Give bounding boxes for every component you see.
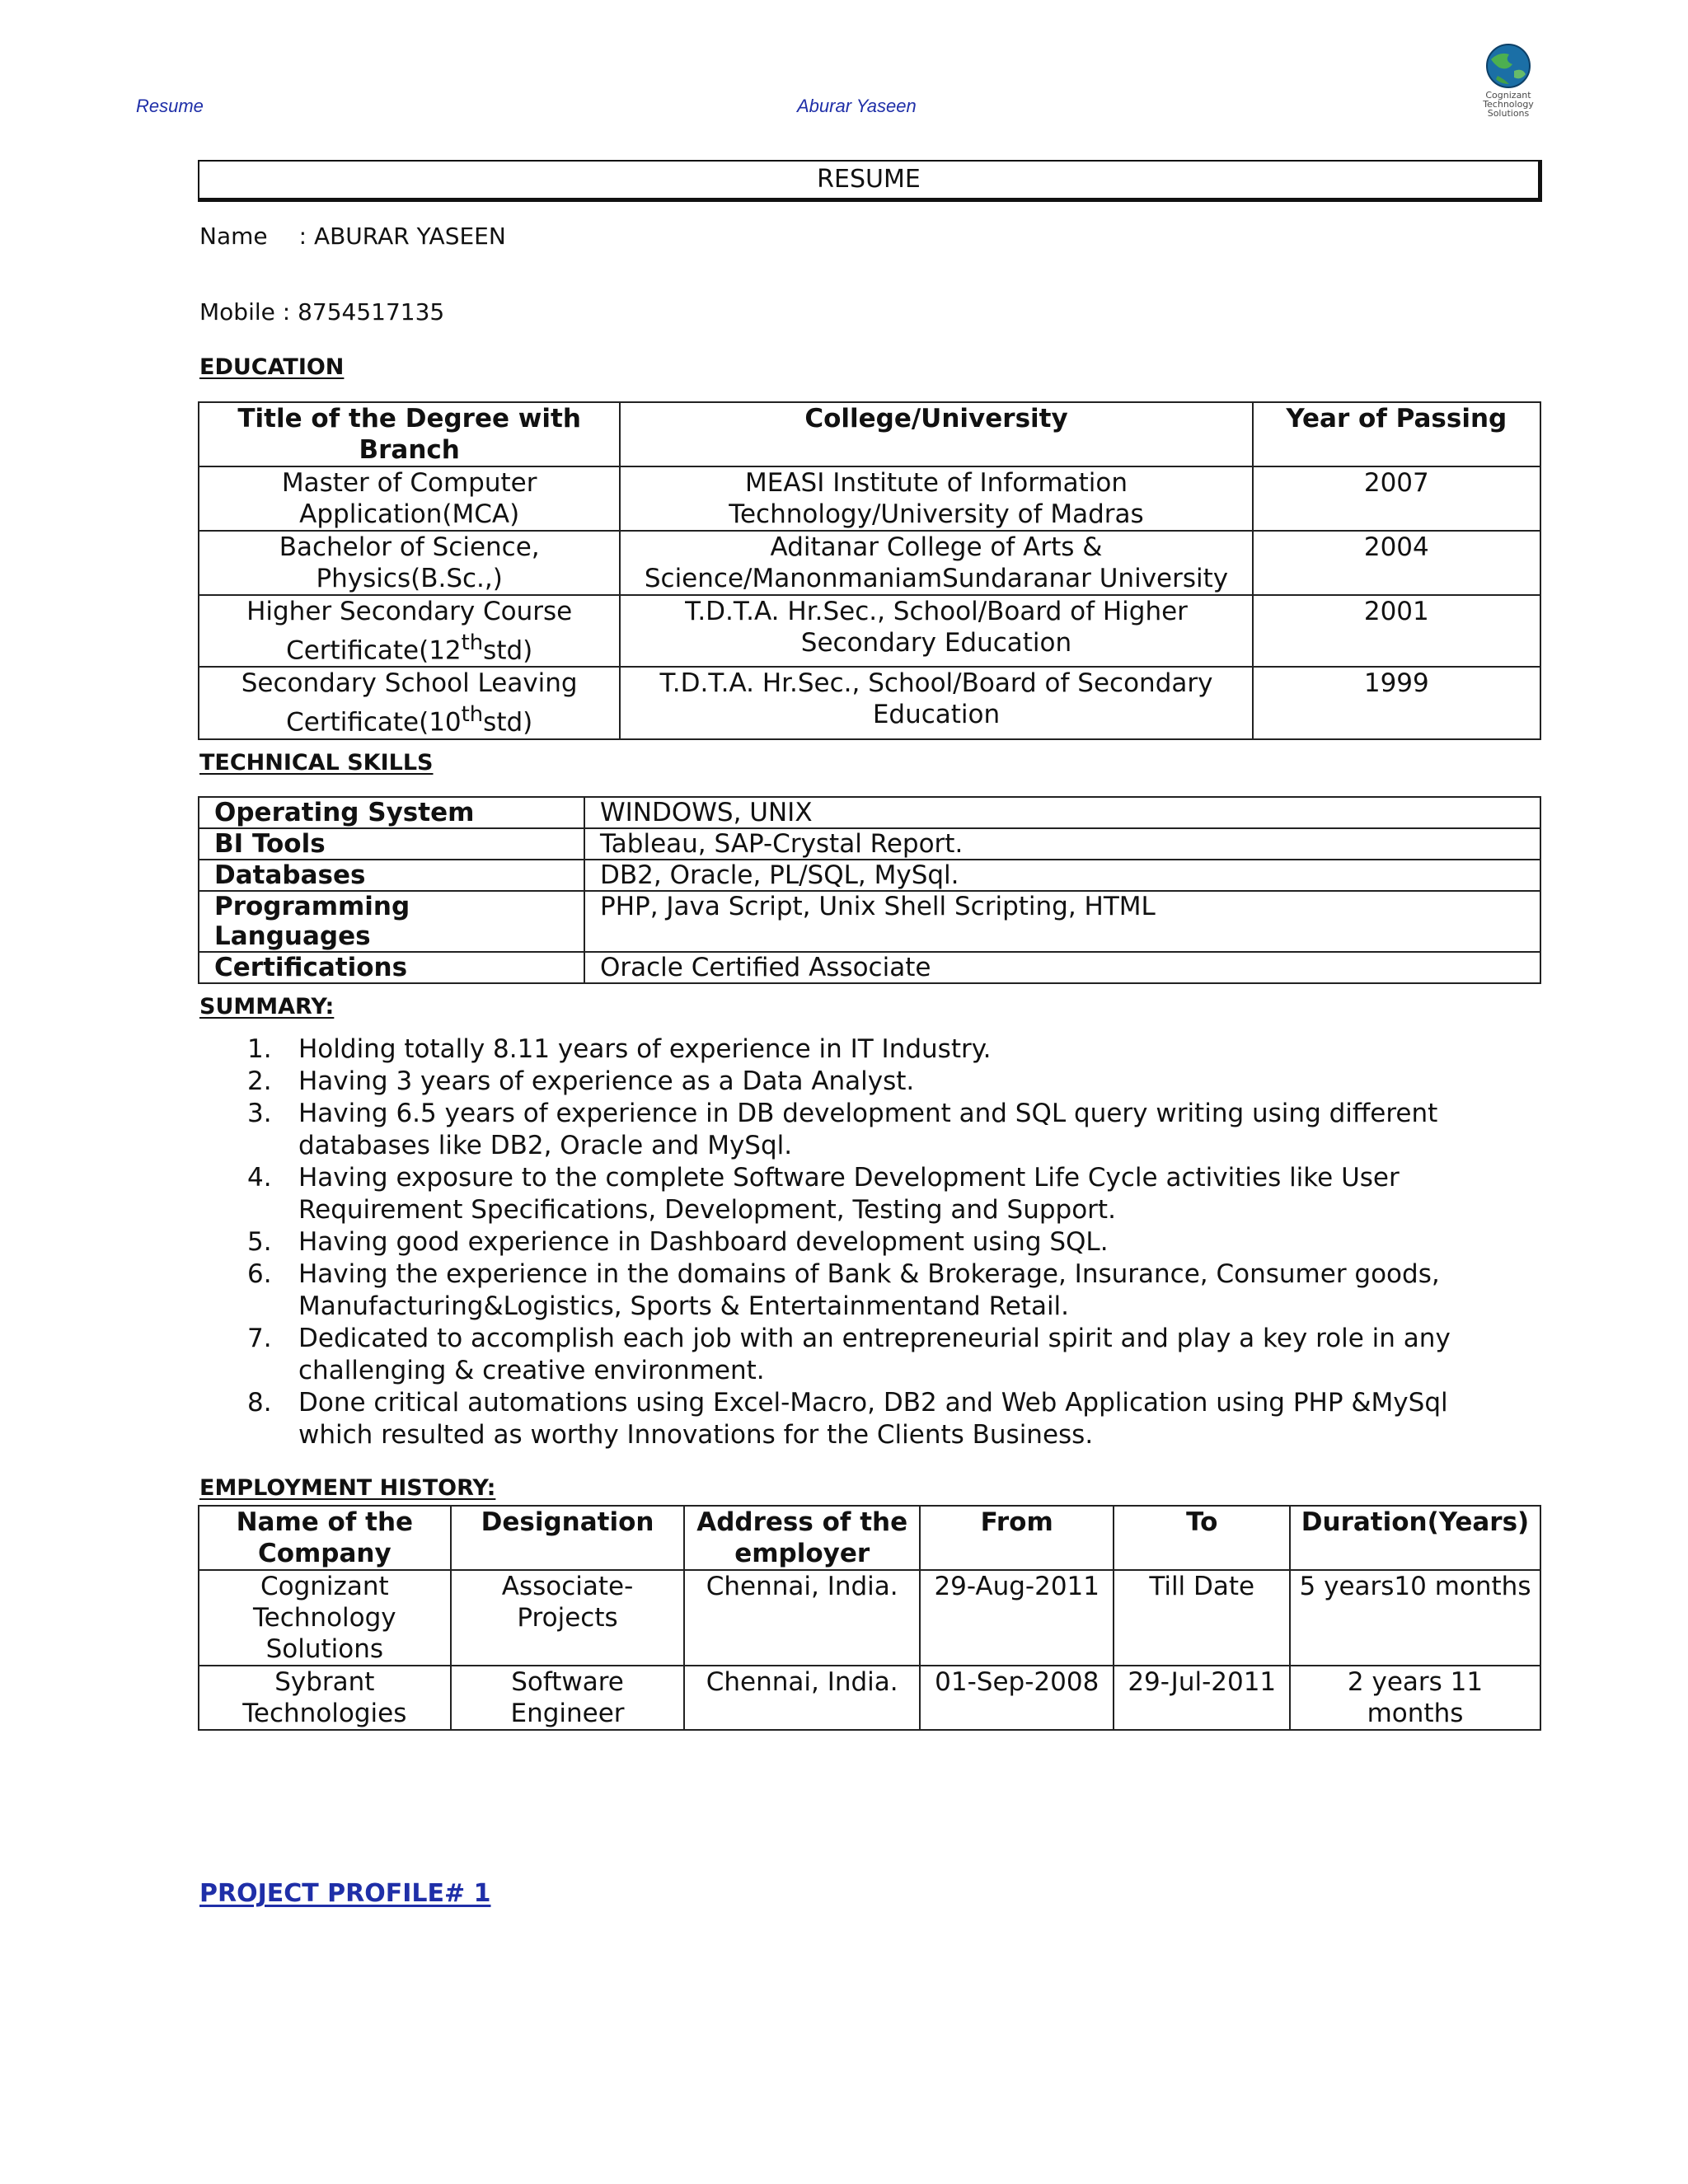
name-label: Name bbox=[199, 223, 268, 250]
list-item bbox=[199, 1226, 1502, 1258]
skill-key: BI Tools bbox=[199, 828, 584, 860]
list-text: Having 3 years of experience as a Data Analyst. bbox=[298, 1066, 915, 1096]
skill-value: WINDOWS, UNIX bbox=[584, 797, 1540, 828]
table-header-cell: Designation bbox=[451, 1506, 685, 1570]
table-header-cell: Year of Passing bbox=[1253, 402, 1540, 466]
mobile-value: 8754517135 bbox=[298, 298, 445, 326]
table-header-cell: Title of the Degree with Branch bbox=[199, 402, 620, 466]
to-cell: 29-Jul-2011 bbox=[1114, 1666, 1290, 1730]
list-item bbox=[199, 1066, 1502, 1098]
list-text: Done critical automations using Excel-Macro, DB2 and Web Application using PHP &MySql which resulted as worthy Innovations for the Clients Business. bbox=[298, 1388, 1448, 1450]
mobile-line bbox=[199, 298, 444, 326]
skill-key: Certifications bbox=[199, 952, 584, 983]
table-header-row bbox=[199, 402, 1540, 466]
education-table bbox=[198, 401, 1541, 740]
list-number: 7. bbox=[247, 1324, 272, 1353]
summary-heading: SUMMARY: bbox=[199, 994, 335, 1019]
skill-value: Tableau, SAP-Crystal Report. bbox=[584, 828, 1540, 860]
company-cell: Sybrant Technologies bbox=[199, 1666, 451, 1730]
table-row bbox=[199, 1570, 1540, 1666]
list-text: Having good experience in Dashboard development using SQL. bbox=[298, 1227, 1109, 1257]
header-center-text: Aburar Yaseen bbox=[797, 96, 917, 116]
education-heading: EDUCATION bbox=[199, 354, 345, 380]
name-line bbox=[199, 223, 506, 250]
list-number: 2. bbox=[247, 1066, 272, 1096]
degree-cell bbox=[199, 595, 620, 667]
technical-skills-heading: TECHNICAL SKILLS bbox=[199, 750, 434, 776]
employment-table bbox=[198, 1505, 1541, 1731]
degree-cell bbox=[199, 667, 620, 738]
table-header-cell: Name of the Company bbox=[199, 1506, 451, 1570]
degree-text-end: std) bbox=[483, 635, 533, 666]
table-row bbox=[199, 531, 1540, 595]
list-text: Holding totally 8.11 years of experience in IT Industry. bbox=[298, 1034, 992, 1064]
college-cell: T.D.T.A. Hr.Sec., School/Board of Higher Secondary Education bbox=[620, 595, 1252, 667]
list-number: 4. bbox=[247, 1163, 272, 1193]
list-number: 8. bbox=[247, 1388, 272, 1418]
skill-value: Oracle Certified Associate bbox=[584, 952, 1540, 983]
skill-value: PHP, Java Script, Unix Shell Scripting, HTML bbox=[584, 891, 1540, 952]
year-cell: 1999 bbox=[1253, 667, 1540, 738]
duration-cell: 2 years 11 months bbox=[1290, 1666, 1540, 1730]
list-text: Having the experience in the domains of Bank & Brokerage, Insurance, Consumer goods, Manufacturing&Logistics, Sports & Entertainmentand Retail. bbox=[298, 1259, 1440, 1321]
designation-cell: Associate-Projects bbox=[451, 1570, 685, 1666]
employment-history-heading: EMPLOYMENT HISTORY: bbox=[199, 1475, 496, 1501]
table-row bbox=[199, 797, 1540, 828]
list-item bbox=[199, 1098, 1502, 1162]
summary-list bbox=[199, 1033, 1502, 1451]
table-row bbox=[199, 595, 1540, 667]
from-cell: 29-Aug-2011 bbox=[920, 1570, 1114, 1666]
degree-superscript: th bbox=[461, 630, 484, 655]
table-row bbox=[199, 1666, 1540, 1730]
list-item bbox=[199, 1162, 1502, 1226]
logo-text: Cognizant Technology Solutions bbox=[1483, 90, 1534, 119]
table-header-cell: Duration(Years) bbox=[1290, 1506, 1540, 1570]
mobile-label: Mobile : bbox=[199, 298, 291, 326]
table-header-row bbox=[199, 1506, 1540, 1570]
name-value: : ABURAR YASEEN bbox=[298, 223, 506, 250]
degree-text: Higher Secondary Course Certificate(12 bbox=[246, 597, 573, 666]
list-text: Having 6.5 years of experience in DB development and SQL query writing using different databases like DB2, Oracle and MySql. bbox=[298, 1099, 1438, 1160]
degree-text: Secondary School Leaving Certificate(10 bbox=[241, 668, 578, 738]
list-number: 3. bbox=[247, 1099, 272, 1128]
list-item bbox=[199, 1033, 1502, 1066]
table-row bbox=[199, 667, 1540, 738]
table-header-cell: To bbox=[1114, 1506, 1290, 1570]
list-text: Having exposure to the complete Software Development Life Cycle activities like User Requirement Specifications, Development, Testing and Support. bbox=[298, 1163, 1400, 1225]
list-number: 1. bbox=[247, 1034, 272, 1064]
table-header-cell: College/University bbox=[620, 402, 1252, 466]
resume-title: RESUME bbox=[198, 160, 1542, 202]
skill-key: Databases bbox=[199, 860, 584, 891]
page-header bbox=[0, 0, 1688, 140]
table-row bbox=[199, 952, 1540, 983]
list-number: 5. bbox=[247, 1227, 272, 1257]
table-row bbox=[199, 828, 1540, 860]
year-cell: 2001 bbox=[1253, 595, 1540, 667]
college-cell: MEASI Institute of Information Technology/University of Madras bbox=[620, 466, 1252, 531]
skill-key: Operating System bbox=[199, 797, 584, 828]
list-item bbox=[199, 1323, 1502, 1387]
table-row bbox=[199, 891, 1540, 952]
table-header-cell: Address of the employer bbox=[684, 1506, 920, 1570]
table-header-cell: From bbox=[920, 1506, 1114, 1570]
college-cell: T.D.T.A. Hr.Sec., School/Board of Secondary Education bbox=[620, 667, 1252, 738]
duration-cell: 5 years10 months bbox=[1290, 1570, 1540, 1666]
skill-key: Programming Languages bbox=[199, 891, 584, 952]
college-cell: Aditanar College of Arts & Science/ManonmaniamSundaranar University bbox=[620, 531, 1252, 595]
list-number: 6. bbox=[247, 1259, 272, 1289]
table-row bbox=[199, 466, 1540, 531]
project-profile-link[interactable]: PROJECT PROFILE# 1 bbox=[199, 1879, 491, 1908]
table-row bbox=[199, 860, 1540, 891]
designation-cell: Software Engineer bbox=[451, 1666, 685, 1730]
degree-superscript: th bbox=[461, 702, 484, 728]
from-cell: 01-Sep-2008 bbox=[920, 1666, 1114, 1730]
list-text: Dedicated to accomplish each job with an entrepreneurial spirit and play a key role in any challenging & creative environment. bbox=[298, 1324, 1451, 1385]
to-cell: Till Date bbox=[1114, 1570, 1290, 1666]
address-cell: Chennai, India. bbox=[684, 1666, 920, 1730]
header-left-text: Resume bbox=[136, 96, 204, 116]
degree-cell: Bachelor of Science, Physics(B.Sc.,) bbox=[199, 531, 620, 595]
year-cell: 2004 bbox=[1253, 531, 1540, 595]
list-item bbox=[199, 1258, 1502, 1323]
address-cell: Chennai, India. bbox=[684, 1570, 920, 1666]
list-item bbox=[199, 1387, 1502, 1451]
year-cell: 2007 bbox=[1253, 466, 1540, 531]
skill-value: DB2, Oracle, PL/SQL, MySql. bbox=[584, 860, 1540, 891]
degree-cell: Master of Computer Application(MCA) bbox=[199, 466, 620, 531]
technical-skills-table bbox=[198, 796, 1541, 984]
company-cell: Cognizant Technology Solutions bbox=[199, 1570, 451, 1666]
degree-text-end: std) bbox=[483, 707, 533, 738]
